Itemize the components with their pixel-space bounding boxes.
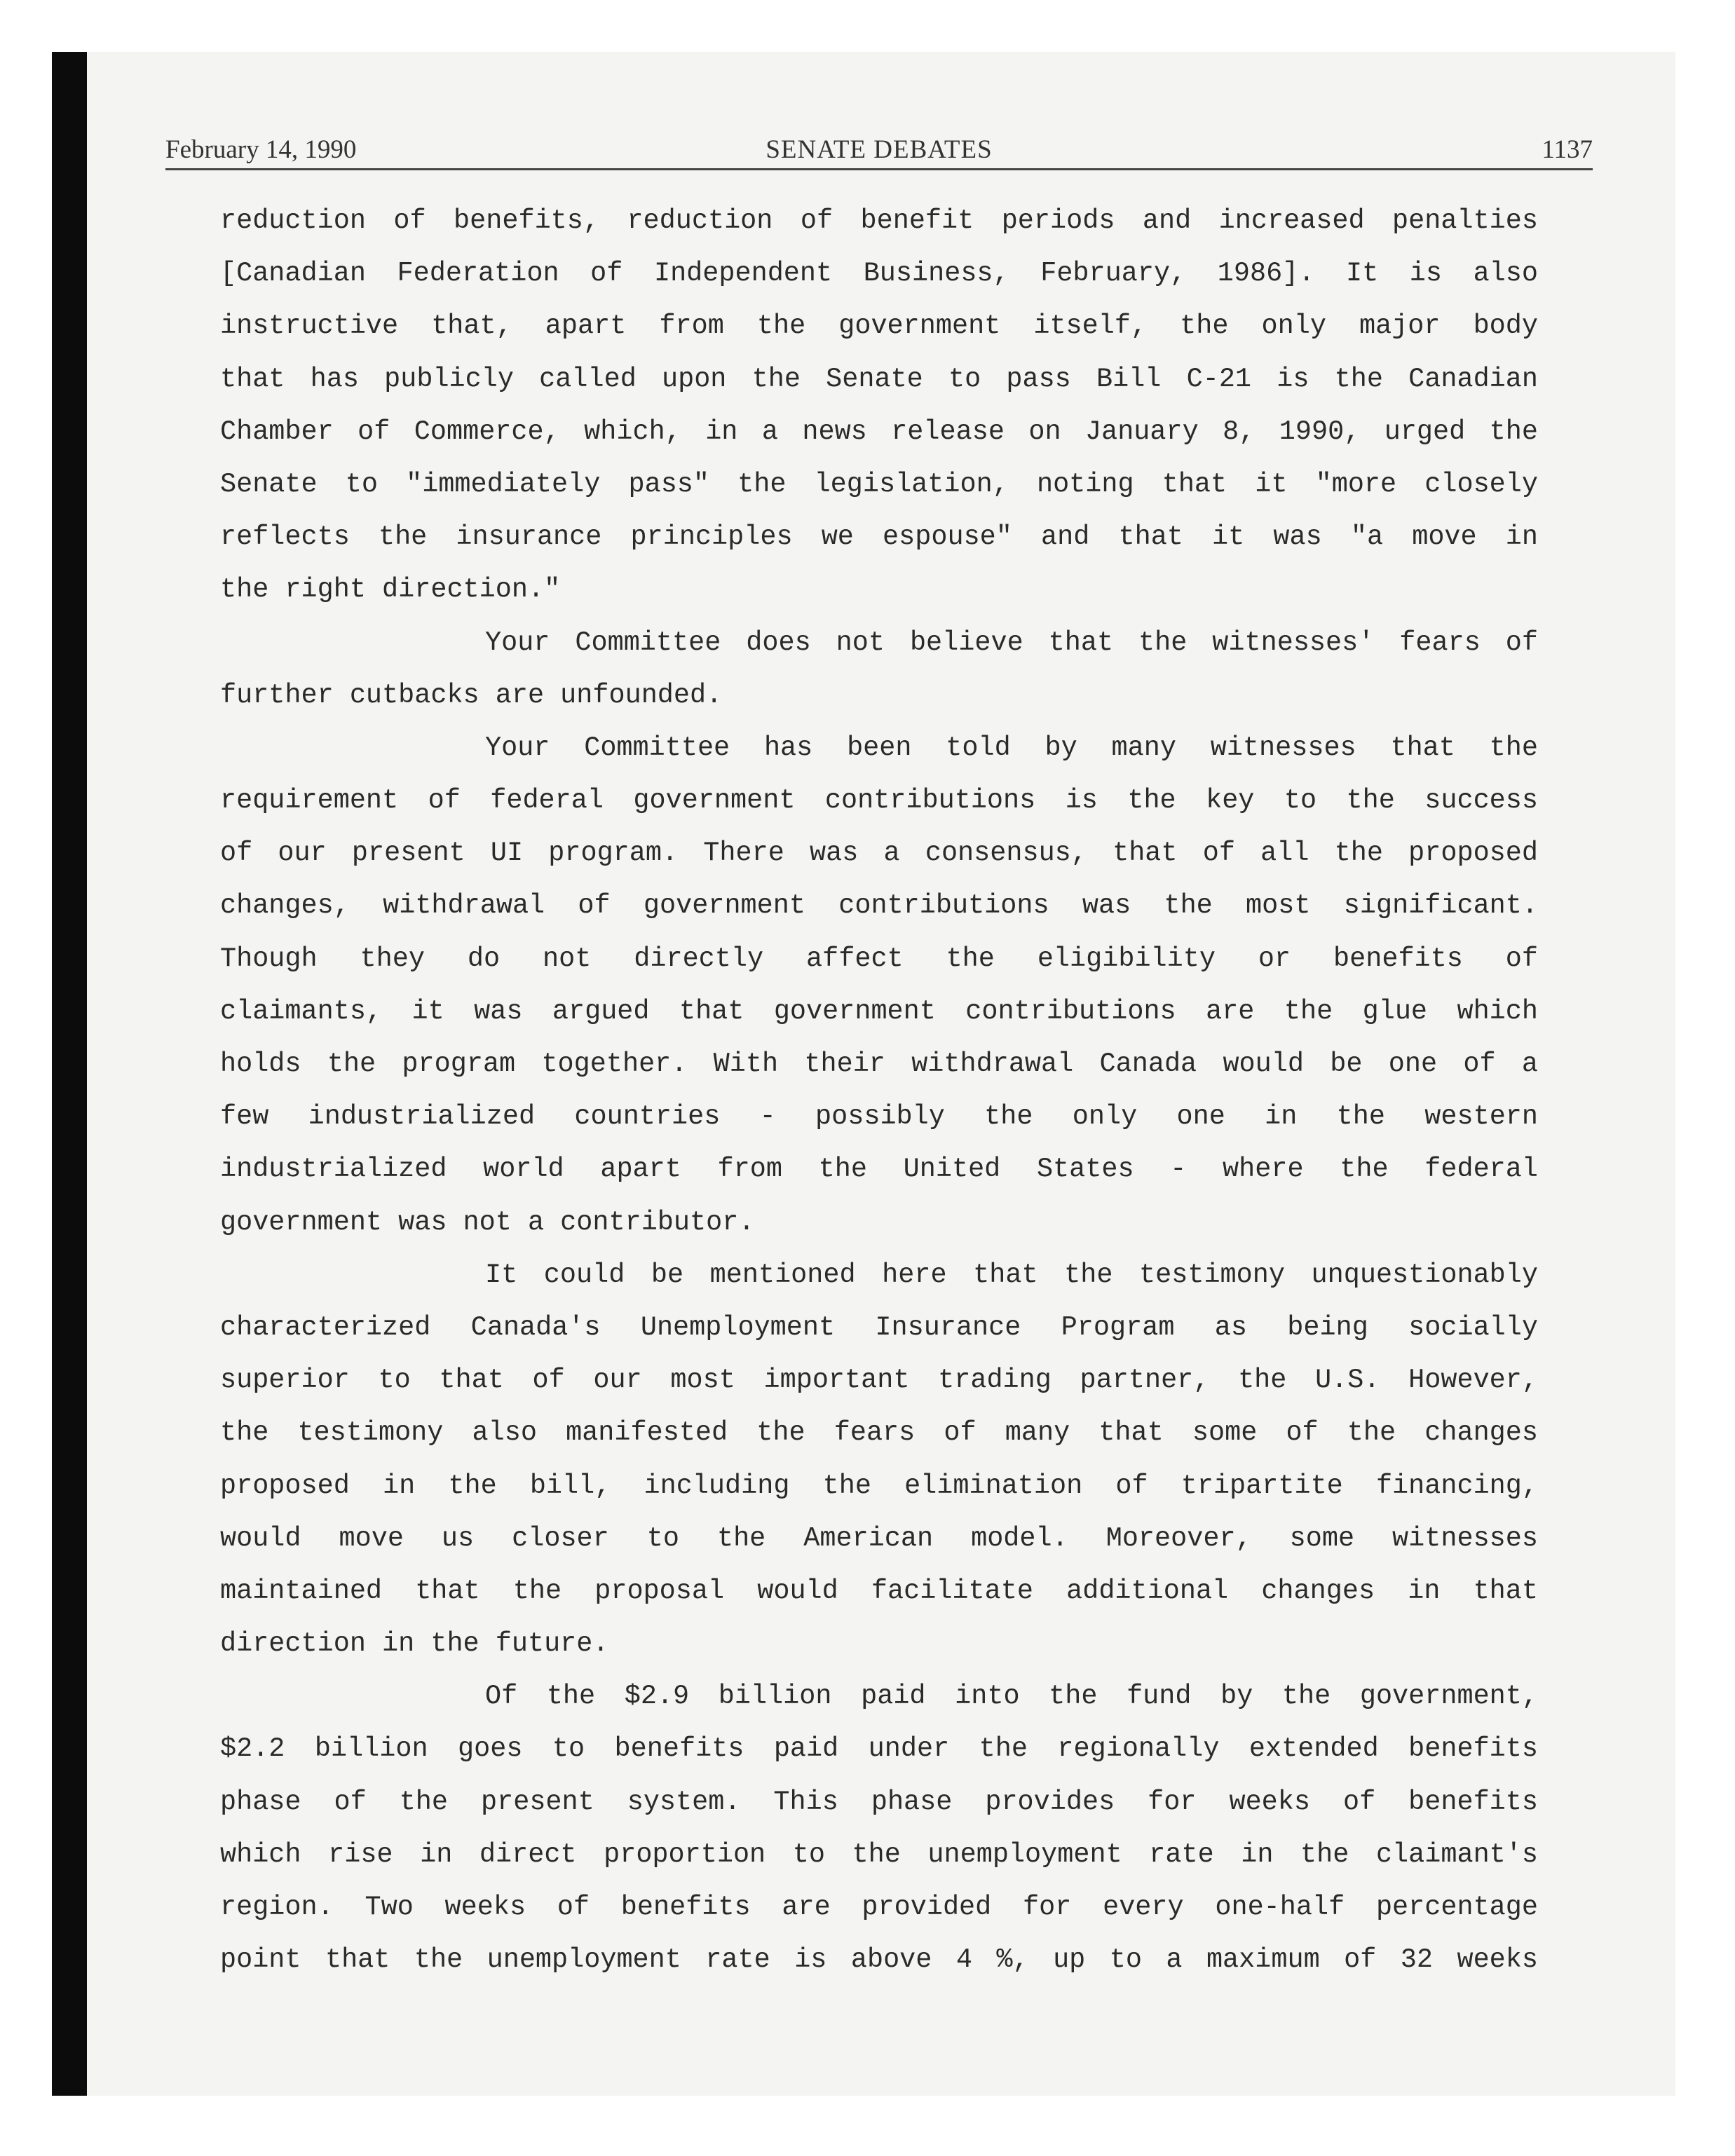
text-line: requirement of federal government contributions is the key to the success <box>220 785 1538 817</box>
text-line: government was not a contributor. <box>220 1206 755 1238</box>
text-line: direction in the future. <box>220 1628 609 1660</box>
scan-edge-bar <box>52 52 87 2096</box>
paragraph-first-line: Of the $2.9 billion paid into the fund by the government, <box>485 1681 1538 1712</box>
paragraph-first-line: It could be mentioned here that the testimony unquestionably <box>485 1259 1538 1290</box>
text-line: [Canadian Federation of Independent Business, February, 1986]. It is also <box>220 258 1538 289</box>
body-text <box>220 195 1538 1986</box>
text-line: maintained that the proposal would facilitate additional changes in that <box>220 1575 1538 1606</box>
text-line: which rise in direct proportion to the unemployment rate in the claimant's <box>220 1838 1538 1870</box>
text-line: characterized Canada's Unemployment Insurance Program as being socially <box>220 1311 1538 1343</box>
text-line: changes, withdrawal of government contributions was the most significant. <box>220 890 1538 922</box>
text-line: of our present UI program. There was a consensus, that of all the proposed <box>220 838 1538 869</box>
text-line: $2.2 billion goes to benefits paid under the regionally extended benefits <box>220 1733 1538 1765</box>
paragraph-first-line: Your Committee has been told by many witnesses that the <box>485 732 1538 763</box>
text-line: reduction of benefits, reduction of benefit periods and increased penalties <box>220 205 1538 236</box>
text-line: claimants, it was argued that government contributions are the glue which <box>220 995 1538 1027</box>
text-line: region. Two weeks of benefits are provided for every one-half percentage <box>220 1892 1538 1923</box>
text-line: that has publicly called upon the Senate to pass Bill C-21 is the Canadian <box>220 363 1538 395</box>
text-line: few industrialized countries - possibly the only one in the western <box>220 1101 1538 1133</box>
text-line: would move us closer to the American model. Moreover, some witnesses <box>220 1522 1538 1554</box>
header-rule <box>165 168 1593 170</box>
text-line: point that the unemployment rate is above 4 %, up to a maximum of 32 weeks <box>220 1944 1538 1976</box>
header-title: SENATE DEBATES <box>766 135 993 164</box>
text-line: reflects the insurance principles we espouse" and that it was "a move in <box>220 521 1538 553</box>
text-line: proposed in the bill, including the elimination of tripartite financing, <box>220 1470 1538 1501</box>
page-number: 1137 <box>1542 135 1593 164</box>
text-line: Chamber of Commerce, which, in a news release on January 8, 1990, urged the <box>220 416 1538 447</box>
text-line: the right direction." <box>220 574 561 606</box>
text-line: phase of the present system. This phase provides for weeks of benefits <box>220 1786 1538 1817</box>
header-date: February 14, 1990 <box>165 135 357 164</box>
text-line: holds the program together. With their withdrawal Canada would be one of a <box>220 1049 1538 1079</box>
text-line: further cutbacks are unfounded. <box>220 679 723 711</box>
text-line: superior to that of our most important trading partner, the U.S. However, <box>220 1365 1538 1396</box>
paragraph-first-line: Your Committee does not believe that the witnesses' fears of <box>485 627 1538 658</box>
text-line: industrialized world apart from the United States - where the federal <box>220 1154 1538 1185</box>
text-line: instructive that, apart from the government itself, the only major body <box>220 311 1538 342</box>
text-line: the testimony also manifested the fears of many that some of the changes <box>220 1417 1538 1449</box>
text-line: Senate to "immediately pass" the legislation, noting that it "more closely <box>220 468 1538 500</box>
text-line: Though they do not directly affect the eligibility or benefits of <box>220 943 1538 974</box>
page-header <box>165 135 1593 168</box>
